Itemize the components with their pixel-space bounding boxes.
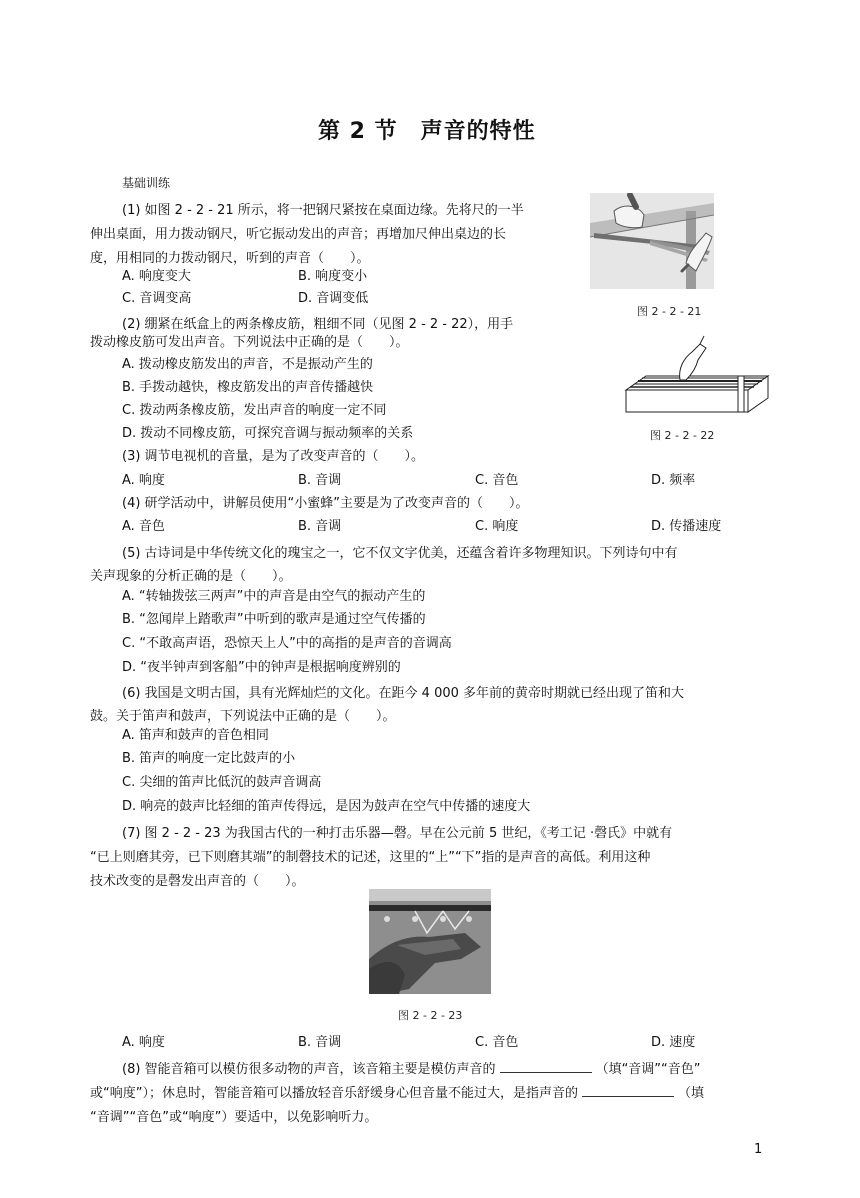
question-5-option-a: A. “转轴拨弦三两声”中的声音是由空气的振动产生的 xyxy=(122,589,426,604)
question-6-option-d: D. 响亮的鼓声比轻细的笛声传得远，是因为鼓声在空气中传播的速度大 xyxy=(122,799,531,814)
question-5-line-2: 关声现象的分析正确的是（ ）。 xyxy=(90,569,292,584)
answer-blank-2[interactable] xyxy=(582,1084,674,1097)
question-3-option-d: D. 频率 xyxy=(651,473,696,488)
question-7-line-1: (7) 图 2 - 2 - 23 为我国古代的一种打击乐器—磬。早在公元前 5 世纪，《考工记 ·磬氏》中就有 xyxy=(122,826,673,841)
question-7-option-c: C. 音色 xyxy=(475,1035,519,1050)
question-6-option-a: A. 笛声和鼓声的音色相同 xyxy=(122,728,269,743)
figure-rubber-band-box-image xyxy=(620,334,772,416)
question-7-line-2: “已上则磨其旁，已下则磨其端”的制磬技术的记述，这里的“上”“下”指的是声音的高低。利用这种 xyxy=(90,850,651,865)
question-3-line-1: (3) 调节电视机的音量，是为了改变声音的（ ）。 xyxy=(122,449,425,464)
question-1-line-3: 度，用相同的力拨动钢尺，听到的声音（ ）。 xyxy=(90,251,370,266)
answer-blank-1[interactable] xyxy=(500,1060,592,1073)
question-6-option-c: C. 尖细的笛声比低沉的鼓声音调高 xyxy=(122,775,322,790)
question-8-line-2 xyxy=(90,1082,704,1101)
question-3-option-a: A. 响度 xyxy=(122,473,165,488)
question-5-option-d: D. “夜半钟声到客船”中的钟声是根据响度辨别的 xyxy=(122,660,401,675)
question-7-line-3: 技术改变的是磬发出声音的（ ）。 xyxy=(90,874,305,889)
figure-2-2-23-caption: 图 2 - 2 - 23 xyxy=(398,1009,463,1022)
question-3-option-b: B. 音调 xyxy=(298,473,342,488)
figure-chime-stone-image xyxy=(369,889,491,994)
question-5-option-c: C. “不敢高声语，恐惊天上人”中的高指的是声音的音调高 xyxy=(122,636,452,651)
question-7-option-a: A. 响度 xyxy=(122,1035,165,1050)
figure-steel-ruler-image xyxy=(590,193,714,289)
figure-2-2-21-caption: 图 2 - 2 - 21 xyxy=(637,305,702,318)
section-label: 基础训练 xyxy=(122,176,171,190)
question-5-option-b: B. “忽闻岸上踏歌声”中听到的歌声是通过空气传播的 xyxy=(122,612,426,627)
question-8-line-1-text: (8) 智能音箱可以模仿很多动物的声音，该音箱主要是模仿声音的 xyxy=(122,1062,496,1077)
question-7-option-b: B. 音调 xyxy=(298,1035,342,1050)
question-2-option-c: C. 拨动两条橡皮筋，发出声音的响度一定不同 xyxy=(122,403,387,418)
question-4-option-a: A. 音色 xyxy=(122,519,165,534)
question-8-line-1 xyxy=(122,1058,701,1077)
question-1-option-a: A. 响度变大 xyxy=(122,269,191,284)
question-8-line-2-text: 或“响度”）；休息时，智能音箱可以播放轻音乐舒缓身心但音量不能过大，是指声音的 xyxy=(90,1086,578,1101)
question-4-line-1: (4) 研学活动中，讲解员使用“小蜜蜂”主要是为了改变声音的（ ）。 xyxy=(122,496,529,511)
question-6-option-b: B. 笛声的响度一定比鼓声的小 xyxy=(122,751,296,766)
question-2-line-2: 拨动橡皮筋可发出声音。下列说法中正确的是（ ）。 xyxy=(90,335,409,350)
question-8-line-1-tail: （填“音调”“音色” xyxy=(595,1062,701,1077)
page-title: 第 2 节 声音的特性 xyxy=(318,119,536,144)
page-number: 1 xyxy=(754,1142,763,1157)
question-1-option-c: C. 音调变高 xyxy=(122,291,192,306)
figure-2-2-22-caption: 图 2 - 2 - 22 xyxy=(650,429,715,442)
question-6-line-2: 鼓。关于笛声和鼓声，下列说法中正确的是（ ）。 xyxy=(90,709,396,724)
question-4-option-d: D. 传播速度 xyxy=(651,519,722,534)
question-1-line-1: (1) 如图 2 - 2 - 21 所示，将一把钢尺紧按在桌面边缘。先将尺的一半 xyxy=(122,203,524,218)
question-2-line-1: (2) 绷紧在纸盒上的两条橡皮筋，粗细不同（见图 2 - 2 - 22），用手 xyxy=(122,317,514,332)
question-8-line-2-tail: （填 xyxy=(677,1086,704,1101)
question-2-option-b: B. 手拨动越快，橡皮筋发出的声音传播越快 xyxy=(122,380,374,395)
question-3-option-c: C. 音色 xyxy=(475,473,519,488)
question-1-option-b: B. 响度变小 xyxy=(298,269,368,284)
question-8-line-3: “音调”“音色”或“响度”）要适中，以免影响听力。 xyxy=(90,1110,378,1125)
question-5-line-1: (5) 古诗词是中华传统文化的瑰宝之一，它不仅文字优美，还蕴含着许多物理知识。下列诗句中有 xyxy=(122,546,678,561)
question-2-option-d: D. 拨动不同橡皮筋，可探究音调与振动频率的关系 xyxy=(122,426,414,441)
question-4-option-c: C. 响度 xyxy=(475,519,519,534)
question-1-option-d: D. 音调变低 xyxy=(298,291,369,306)
question-2-option-a: A. 拨动橡皮筋发出的声音，不是振动产生的 xyxy=(122,357,373,372)
question-6-line-1: (6) 我国是文明古国，具有光辉灿烂的文化。在距今 4 000 多年前的黄帝时期就已经出现了笛和大 xyxy=(122,686,685,701)
question-7-option-d: D. 速度 xyxy=(651,1035,696,1050)
question-1-line-2: 伸出桌面，用力拨动钢尺，听它振动发出的声音；再增加尺伸出桌边的长 xyxy=(90,227,507,242)
question-4-option-b: B. 音调 xyxy=(298,519,342,534)
